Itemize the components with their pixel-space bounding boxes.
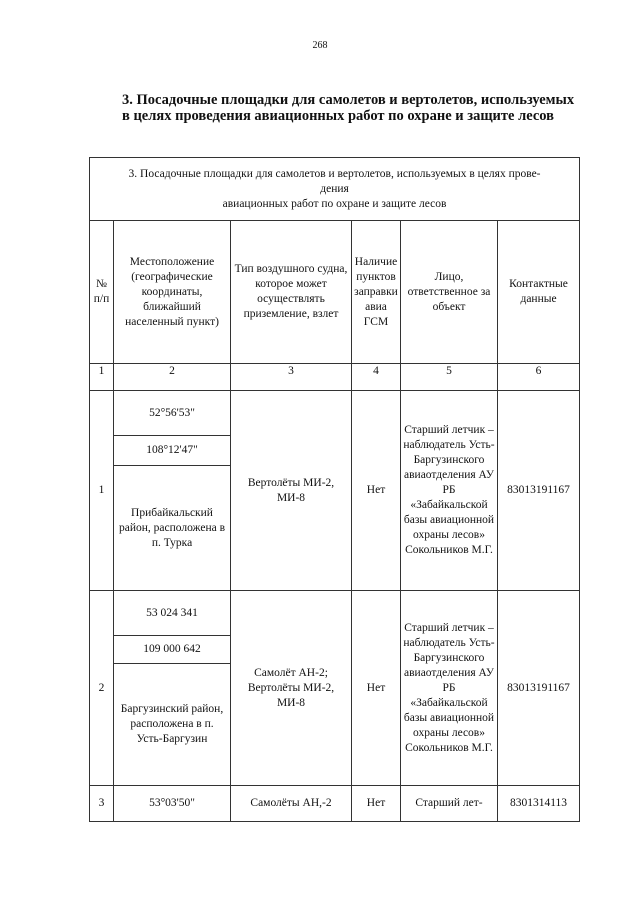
coordinate-latitude: 53°03'50" (114, 786, 231, 822)
caption-line: 3. Посадочные площадки для самолетов и вертолетов, используемых в целях прове- (128, 167, 541, 180)
column-number-row (90, 364, 580, 391)
page-number: 268 (312, 40, 328, 51)
table-caption (90, 158, 580, 221)
coordinate-latitude: 53 024 341 (114, 591, 231, 636)
header-number: № п/п (90, 221, 114, 364)
column-number: 3 (231, 364, 352, 391)
responsible-person: Старший летчик – наблюдатель Усть-Баргузинского авиаотделения АУ РБ «Забайкальской базы авиационной охраны лесов» Сокольников М.Г. (401, 591, 498, 786)
coordinate-longitude: 108°12'47" (114, 436, 231, 466)
aircraft-type: Самолёт АН-2; Вертолёты МИ-2, МИ-8 (231, 591, 352, 786)
caption-line: дения (320, 182, 349, 195)
fuel-availability: Нет (352, 786, 401, 822)
fuel-availability: Нет (352, 591, 401, 786)
table-row (90, 391, 580, 436)
responsible-person: Старший летчик – наблюдатель Усть-Баргузинского авиаотделения АУ РБ «Забайкальской базы авиационной охраны лесов» Сокольников М.Г. (401, 391, 498, 591)
table-caption-row (90, 158, 580, 221)
row-number: 3 (90, 786, 114, 822)
coordinate-longitude: 109 000 642 (114, 636, 231, 664)
header-fuel: Наличие пунктов заправки авиа ГСМ (352, 221, 401, 364)
fuel-availability: Нет (352, 391, 401, 591)
settlement: Баргузинский район, расположена в п. Усть-Баргузин (114, 664, 231, 786)
header-location: Местоположение (географические координаты, ближайший населенный пункт) (114, 221, 231, 364)
caption-line: авиационных работ по охране и защите лесов (222, 197, 447, 210)
contact-phone: 8301314113 (498, 786, 580, 822)
header-contact: Контактные данные (498, 221, 580, 364)
contact-phone: 83013191167 (498, 391, 580, 591)
header-responsible: Лицо, ответственное за объект (401, 221, 498, 364)
section-heading: 3. Посадочные площадки для самолетов и вертолетов, используемых в целях проведения авиационных работ по охране и защите лесов (122, 92, 575, 124)
column-number: 6 (498, 364, 580, 391)
column-number: 1 (90, 364, 114, 391)
responsible-person: Старший лет- (401, 786, 498, 822)
column-number: 2 (114, 364, 231, 391)
column-number: 4 (352, 364, 401, 391)
row-number: 2 (90, 591, 114, 786)
header-aircraft: Тип воздушного судна, которое может осуществлять приземление, взлет (231, 221, 352, 364)
table-row (90, 786, 580, 822)
table-row (90, 591, 580, 636)
aircraft-type: Самолёты АН,-2 (231, 786, 352, 822)
landing-sites-table (89, 157, 580, 822)
aircraft-type: Вертолёты МИ-2, МИ-8 (231, 391, 352, 591)
contact-phone: 83013191167 (498, 591, 580, 786)
row-number: 1 (90, 391, 114, 591)
column-number: 5 (401, 364, 498, 391)
coordinate-latitude: 52°56'53" (114, 391, 231, 436)
settlement: Прибайкальский район, расположена в п. Турка (114, 466, 231, 591)
header-row (90, 221, 580, 364)
